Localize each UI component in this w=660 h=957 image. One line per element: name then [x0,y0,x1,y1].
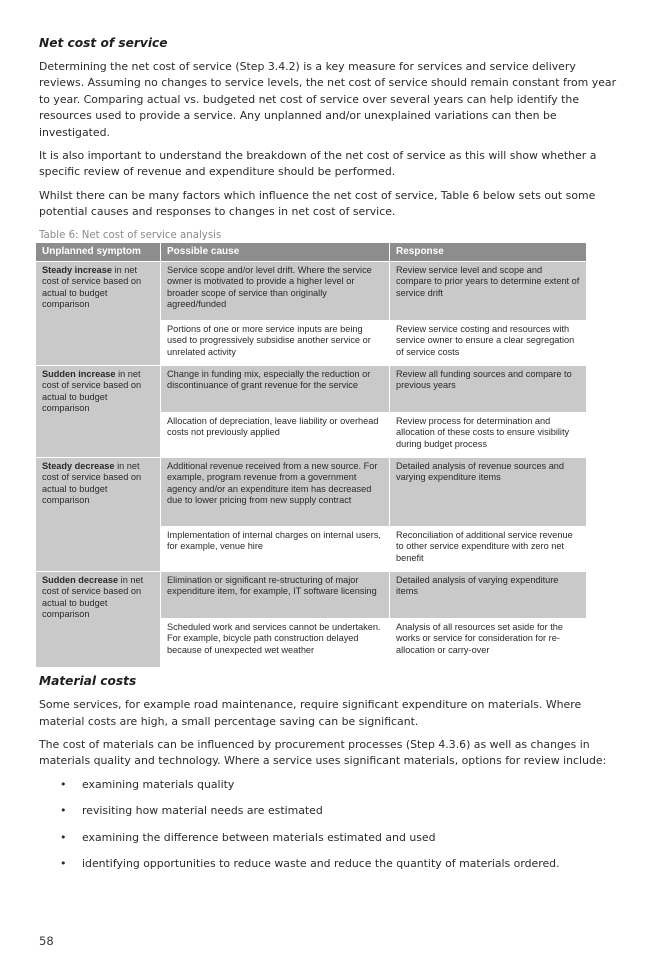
bullet-icon: • [60,777,67,791]
cause-cell: Additional revenue received from a new source. For example, program revenue from a government agency and/or an expenditure item has decreased due to lower pricing from new supply contract [161,458,390,527]
page-number: 58 [39,934,54,948]
net-cost-analysis-table [35,242,587,669]
cause-cell: Elimination or significant re-structuring of major expenditure item, for example, IT software licensing [161,572,390,619]
symptom-description: in net cost of service based on actual to budget comparison [42,461,142,505]
list-item [39,856,624,872]
cause-cell: Implementation of internal charges on internal users, for example, venue hire [161,527,390,572]
symptom-label: Steady decrease [42,461,115,472]
table-row [36,262,587,321]
table-row [36,366,587,413]
review-options-list [39,777,624,873]
symptom-cell [36,262,161,366]
symptom-description: in net cost of service based on actual to budget comparison [42,575,144,619]
net-cost-paragraph-3: Whilst there can be many factors which influence the net cost of service, Table 6 below sets out some potential causes and responses to changes in net cost of service. [39,188,596,219]
response-cell: Review all funding sources and compare to previous years [390,366,587,413]
bullet-icon: • [60,857,67,871]
symptom-cell [36,572,161,668]
table-row [36,572,587,619]
symptom-description: in net cost of service based on actual to budget comparison [42,265,142,309]
response-cell: Analysis of all resources set aside for the works or service for consideration for re-allocation or carry-over [390,619,587,668]
material-costs-heading: Material costs [39,674,137,689]
list-item-text: examining materials quality [82,777,235,791]
material-paragraph-2: The cost of materials can be influenced by procurement processes (Step 4.3.6) as well as changes in materials quality and technology. Where a service uses significant materials, options for review include: [39,737,607,768]
list-item [39,830,624,846]
net-cost-heading: Net cost of service [39,36,168,50]
net-cost-paragraph-1: Determining the net cost of service (Step 3.4.2) is a key measure for services and service delivery reviews. Assuming no changes to service levels, the net cost of service should remain constant from year to year. Comparing actual vs. budgeted net cost of service over several years can help identify the resources used to provide a service. Any unplanned and/or unexplained variations can then be investigated. [39,60,617,139]
bullet-icon: • [60,830,67,844]
material-paragraph-1: Some services, for example road maintenance, require significant expenditure on materials. Where material costs are high, a small percentage saving can be significant. [39,698,582,728]
list-item-text: examining the difference between materials estimated and used [82,830,436,844]
list-item [39,803,624,819]
symptom-description: in net cost of service based on actual to budget comparison [42,369,142,413]
header-possible-cause: Possible cause [161,242,390,262]
symptom-cell [36,458,161,572]
symptom-label: Sudden decrease [42,575,119,586]
response-cell: Reconciliation of additional service revenue to other service expenditure with zero net benefit [390,527,587,572]
list-item-text: identifying opportunities to reduce waste and reduce the quantity of materials ordered. [82,857,560,871]
cause-cell: Change in funding mix, especially the reduction or discontinuance of grant revenue for the service [161,366,390,413]
cause-cell: Service scope and/or level drift. Where the service owner is motivated to provide a higher level or broader scope of service than originally agreed/funded [161,262,390,321]
response-cell: Detailed analysis of revenue sources and varying expenditure items [390,458,587,527]
list-item-text: revisiting how material needs are estimated [82,804,323,818]
bullet-icon: • [60,804,67,818]
document-page [39,36,624,883]
response-cell: Review service level and scope and compare to prior years to determine extent of service drift [390,262,587,321]
table-header-row [36,242,587,262]
symptom-label: Steady increase [42,265,112,276]
response-cell: Review service costing and resources with service owner to ensure a clear segregation of service costs [390,321,587,366]
table-caption: Table 6: Net cost of service analysis [39,229,222,241]
symptom-label: Sudden increase [42,369,116,380]
cause-cell: Allocation of depreciation, leave liability or overhead costs not previously applied [161,413,390,458]
table-row [36,458,587,527]
response-cell: Review process for determination and allocation of these costs to ensure visibility during budget process [390,413,587,458]
cause-cell: Portions of one or more service inputs are being used to progressively subsidise another service or unrelated activity [161,321,390,366]
header-unplanned-symptom: Unplanned symptom [36,242,161,262]
symptom-cell [36,366,161,458]
response-cell: Detailed analysis of varying expenditure items [390,572,587,619]
list-item [39,777,624,793]
net-cost-paragraph-2: It is also important to understand the breakdown of the net cost of service as this will show whether a specific review of revenue and expenditure should be performed. [39,149,597,179]
cause-cell: Scheduled work and services cannot be undertaken. For example, bicycle path construction delayed because of unexpected wet weather [161,619,390,668]
header-response: Response [390,242,587,262]
